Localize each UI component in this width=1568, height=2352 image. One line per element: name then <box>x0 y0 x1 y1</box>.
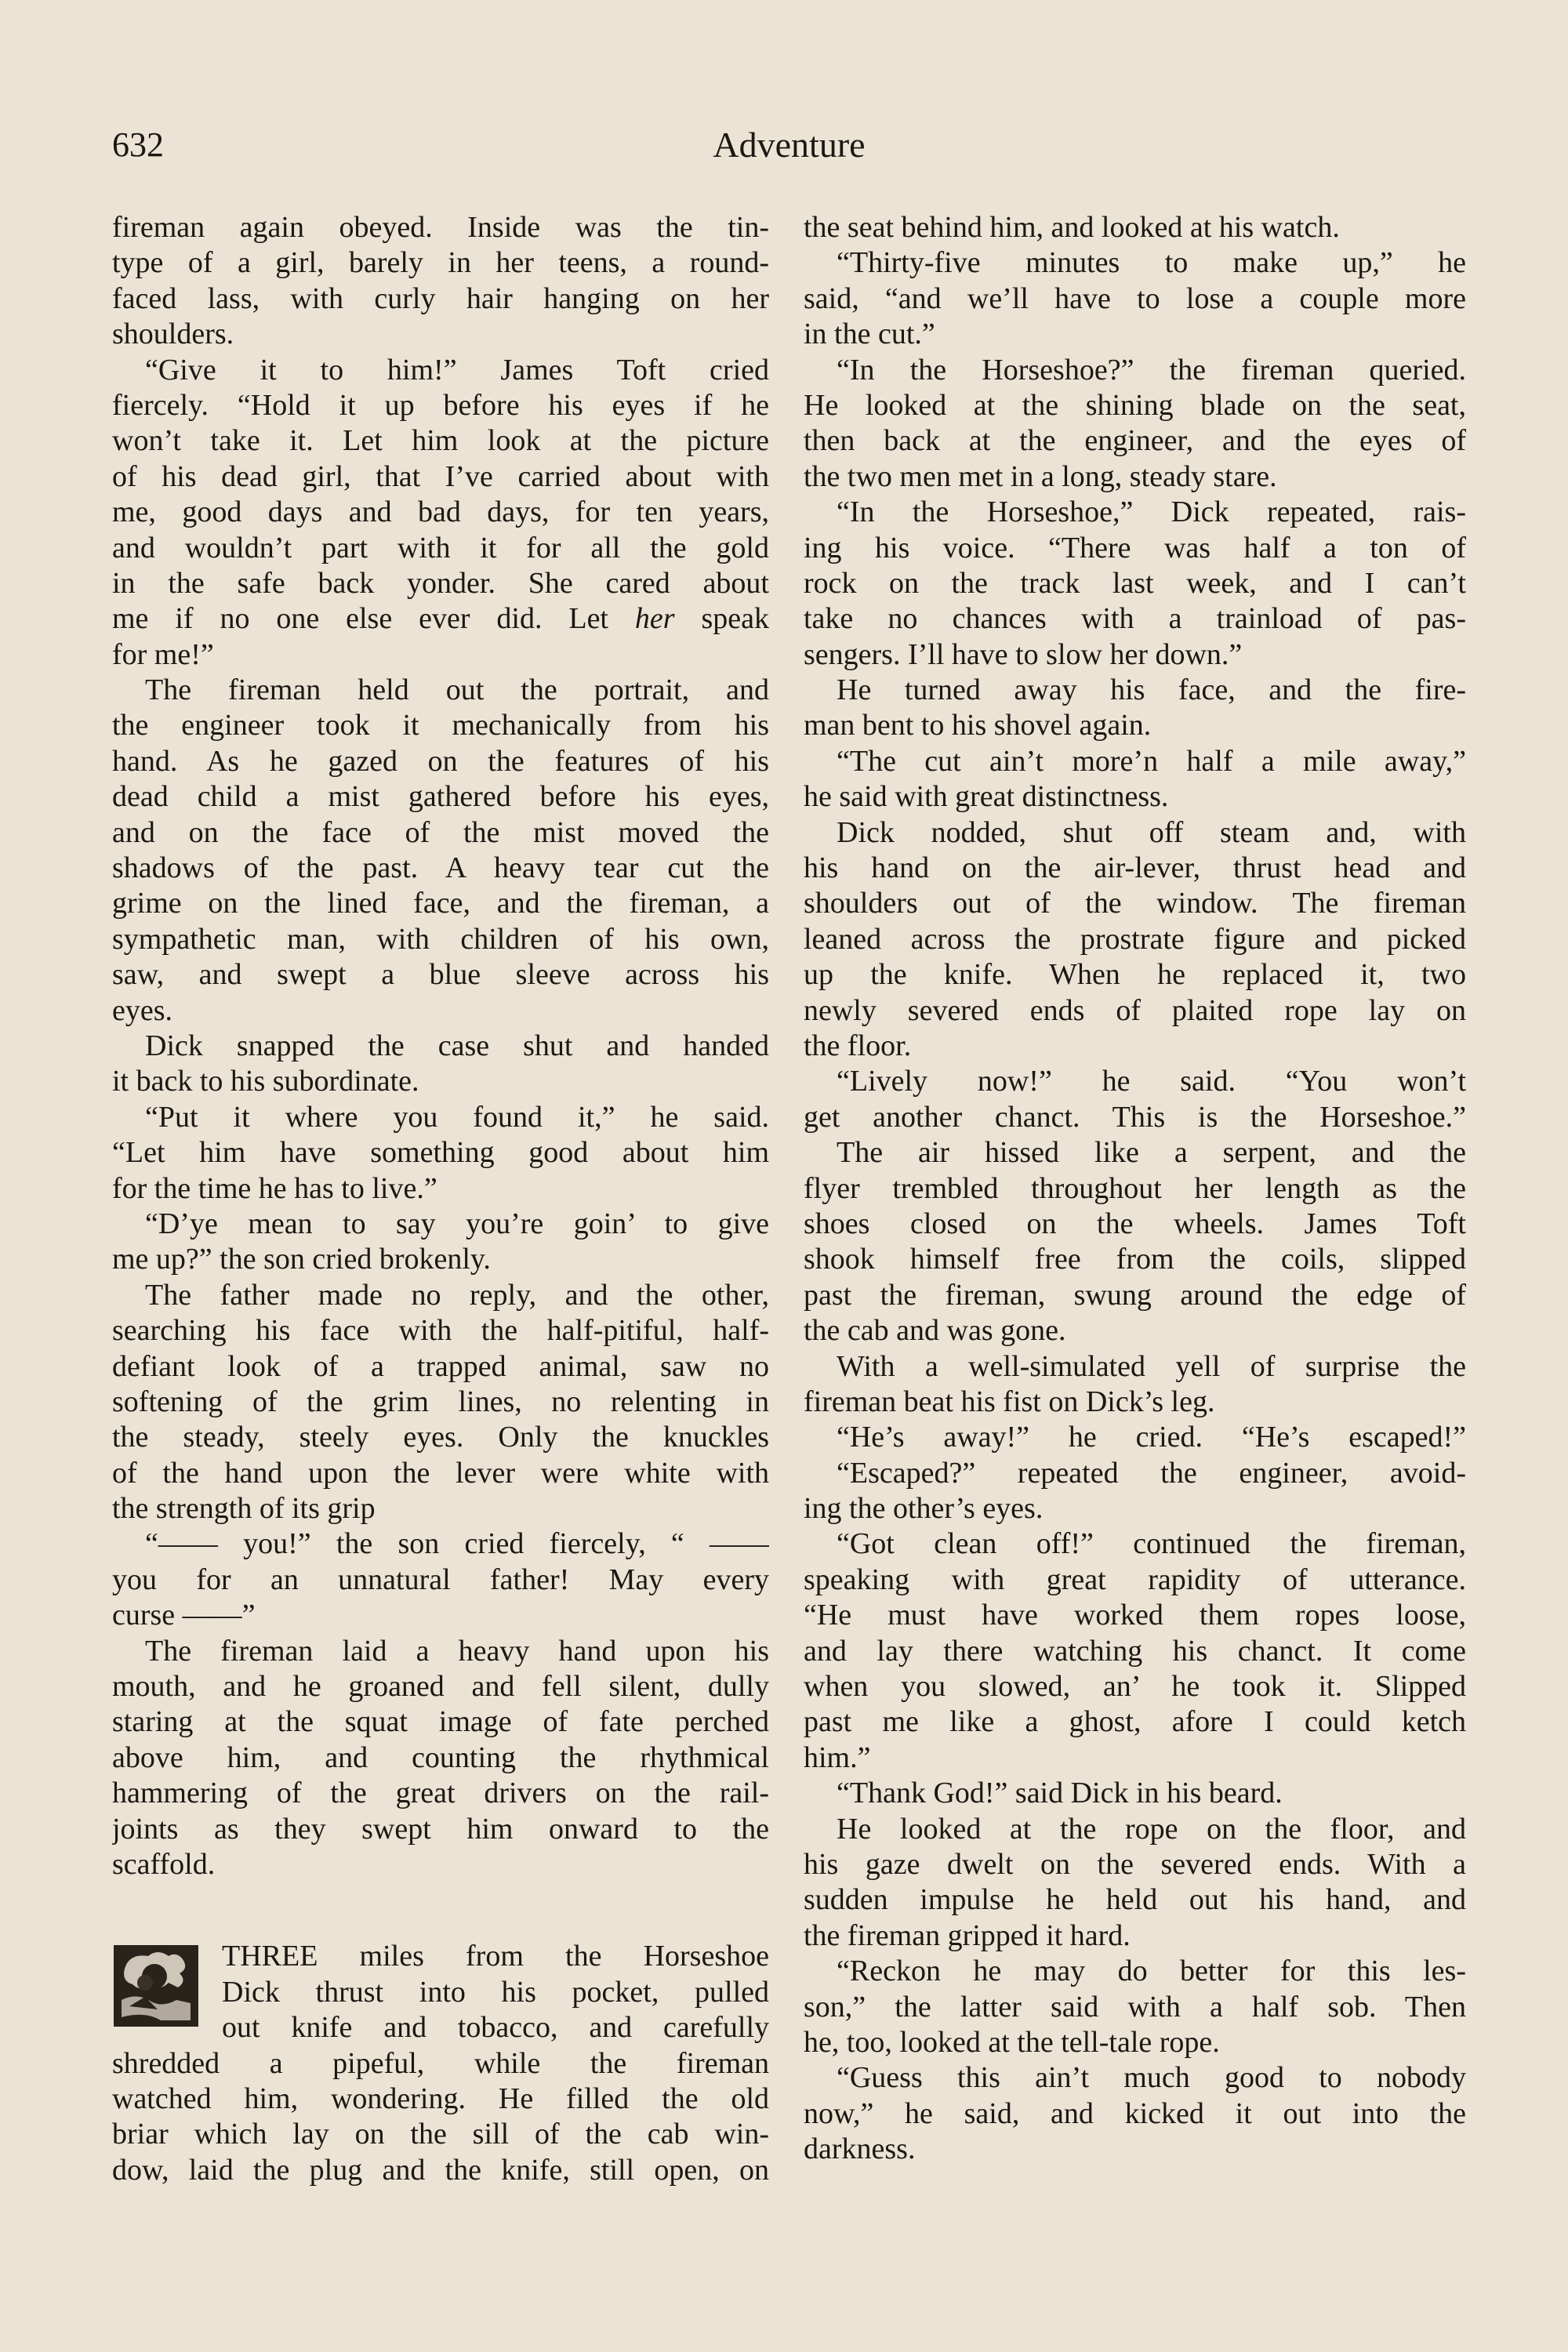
text-line: flyer trembled throughout her length as the <box>804 1171 1466 1205</box>
text-line: “Lively now!” he said. “You won’t <box>837 1065 1466 1098</box>
text-line: “He’s away!” he cried. “He’s escaped!” <box>837 1421 1466 1454</box>
text-line: he, too, looked at the tell-tale rope. <box>804 2025 1220 2059</box>
text-line: said, “and we’ll have to lose a couple more <box>804 281 1466 315</box>
text-line: me up?” the son cried brokenly. <box>112 1243 491 1276</box>
text-line: ing the other’s eyes. <box>804 1492 1044 1526</box>
text-line: now,” he said, and kicked it out into the <box>804 2096 1466 2130</box>
text-line: He turned away his face, and the fire- <box>837 673 1466 707</box>
text-line: “D’ye mean to say you’re goin’ to give <box>145 1207 769 1240</box>
section-text <box>112 1939 769 2188</box>
text-line: the steady, steely eyes. Only the knuckles <box>112 1421 769 1454</box>
text-line: Dick thrust into his pocket, pulled <box>222 1975 769 2009</box>
text-line: his gaze dwelt on the severed ends. With a <box>804 1847 1466 1881</box>
text-line: past the fireman, swung around the edge of <box>804 1278 1466 1312</box>
text-line: The air hissed like a serpent, and the <box>837 1136 1466 1170</box>
text-line: “The cut ain’t more’n half a mile away,” <box>837 744 1466 778</box>
text-line: “Thank God!” said Dick in his beard. <box>837 1777 1283 1810</box>
text-line: “In the Horseshoe,” Dick repeated, rais- <box>837 495 1466 529</box>
text-line: the seat behind him, and looked at his watch. <box>804 211 1340 244</box>
text-line: briar which lay on the sill of the cab win- <box>112 2118 769 2151</box>
text-line: ing his voice. “There was half a ton of <box>804 531 1466 564</box>
text-line: defiant look of a trapped animal, saw no <box>112 1349 769 1383</box>
text-line: sengers. I’ll have to slow her down.” <box>804 637 1243 671</box>
text-line: “—— you!” the son cried fiercely, “ —— <box>145 1527 769 1561</box>
text-line: dead child a mist gathered before his eyes, <box>112 780 769 814</box>
text-line: for the time he has to live.” <box>112 1171 437 1205</box>
text-line: Dick snapped the case shut and handed <box>145 1029 769 1062</box>
text-line: me, good days and bad days, for ten years, <box>112 495 769 529</box>
text-line: “Reckon he may do better for this les- <box>837 1955 1466 1988</box>
text-line: up the knife. When he replaced it, two <box>804 958 1466 992</box>
page-header <box>112 118 1466 172</box>
text-line: watched him, wondering. He filled the old <box>112 2082 769 2115</box>
text-line: his hand on the air-lever, thrust head and <box>804 851 1466 885</box>
section-opening <box>112 1939 769 2188</box>
text-line: shoulders out of the window. The fireman <box>804 887 1466 920</box>
text-line: mouth, and he groaned and fell silent, dully <box>112 1670 769 1704</box>
text-line: it back to his subordinate. <box>112 1065 419 1098</box>
page-number: 632 <box>112 125 164 164</box>
text-line: and lay there watching his chanct. It come <box>804 1634 1466 1668</box>
text-line: shook himself free from the coils, slipped <box>804 1243 1466 1276</box>
text-line: and wouldn’t part with it for all the gold <box>112 531 769 564</box>
text-line: the engineer took it mechanically from his <box>112 709 769 742</box>
text-line: shoes closed on the wheels. James Toft <box>804 1207 1466 1240</box>
text-line: saw, and swept a blue sleeve across his <box>112 958 769 992</box>
text-line: type of a girl, barely in her teens, a round- <box>112 246 769 280</box>
text-line: son,” the latter said with a half sob. Then <box>804 1990 1466 2024</box>
text-line: The father made no reply, and the other, <box>145 1278 769 1312</box>
text-line: out knife and tobacco, and carefully <box>222 2011 769 2045</box>
text-line: “Guess this ain’t much good to nobody <box>837 2061 1466 2095</box>
left-column <box>112 210 769 2188</box>
right-column-text <box>804 210 1466 2167</box>
text-line: leaned across the prostrate figure and picked <box>804 922 1466 956</box>
text-line: then back at the engineer, and the eyes of <box>804 424 1466 458</box>
text-line: the fireman gripped it hard. <box>804 1918 1131 1952</box>
text-line: shredded a pipeful, while the fireman <box>112 2046 769 2080</box>
text-line: speaking with great rapidity of utterance. <box>804 1563 1466 1596</box>
text-line: of the hand upon the lever were white with <box>112 1456 769 1490</box>
text-line: hammering of the great drivers on the rail- <box>112 1777 769 1810</box>
text-line: fireman again obeyed. Inside was the tin- <box>112 211 769 244</box>
text-line: and on the face of the mist moved the <box>112 815 769 849</box>
text-line: take no chances with a trainload of pas- <box>804 602 1466 636</box>
text-line: grime on the lined face, and the fireman, a <box>112 887 769 920</box>
text-line: when you slowed, an’ he took it. Slipped <box>804 1670 1466 1704</box>
section-break <box>112 1882 769 1939</box>
text-line: shadows of the past. A heavy tear cut the <box>112 851 769 885</box>
text-line: searching his face with the half-pitiful, half- <box>112 1314 769 1348</box>
text-line: of his dead girl, that I’ve carried about with <box>112 459 769 493</box>
text-line: faced lass, with curly hair hanging on her <box>112 281 769 315</box>
text-line: fiercely. “Hold it up before his eyes if he <box>112 388 769 422</box>
text-line: “He must have worked them ropes loose, <box>804 1599 1466 1632</box>
text-line: “Escaped?” repeated the engineer, avoid- <box>837 1456 1466 1490</box>
text-line: hand. As he gazed on the features of his <box>112 744 769 778</box>
text-line: the strength of its grip <box>112 1492 376 1526</box>
text-line: “Let him have something good about him <box>112 1136 769 1170</box>
text-line: “Put it where you found it,” he said. <box>145 1100 769 1134</box>
text-line: newly severed ends of plaited rope lay on <box>804 993 1466 1027</box>
text-line: “Give it to him!” James Toft cried <box>145 353 769 387</box>
text-line: fireman beat his fist on Dick’s leg. <box>804 1385 1215 1418</box>
text-line: The fireman held out the portrait, and <box>145 673 769 707</box>
text-line: get another chanct. This is the Horseshoe.” <box>804 1100 1466 1134</box>
text-line: you for an unnatural father! May every <box>112 1563 769 1596</box>
text-line: in the safe back yonder. She cared about <box>112 566 769 600</box>
text-line: man bent to his shovel again. <box>804 709 1152 742</box>
text-line: the cab and was gone. <box>804 1314 1066 1348</box>
running-title: Adventure <box>713 125 866 165</box>
text-line: in the cut.” <box>804 318 935 351</box>
text-line: “Thirty-five minutes to make up,” he <box>837 246 1466 280</box>
text-line: the floor. <box>804 1029 912 1062</box>
text-line: past me like a ghost, afore I could ketch <box>804 1705 1466 1739</box>
text-line: “In the Horseshoe?” the fireman queried. <box>837 353 1466 387</box>
text-line: joints as they swept him onward to the <box>112 1812 769 1846</box>
text-line: softening of the grim lines, no relenting in <box>112 1385 769 1418</box>
text-line: dow, laid the plug and the knife, still open, on <box>112 2153 769 2187</box>
text-line: him.” <box>804 1740 871 1774</box>
text-line: staring at the squat image of fate perched <box>112 1705 769 1739</box>
text-line: With a well-simulated yell of surprise the <box>837 1349 1466 1383</box>
text-line: scaffold. <box>112 1847 216 1881</box>
text-line: rock on the track last week, and I can’t <box>804 566 1466 600</box>
text-line: eyes. <box>112 993 173 1027</box>
text-line: sudden impulse he held out his hand, and <box>804 1883 1466 1917</box>
text-line: the two men met in a long, steady stare. <box>804 459 1277 493</box>
text-line: He looked at the shining blade on the seat, <box>804 388 1466 422</box>
text-line: shoulders. <box>112 318 234 351</box>
decorative-dropcap-ornament-icon <box>114 1945 198 2027</box>
text-line: THREE miles from the Horseshoe <box>222 1940 769 1973</box>
text-line: for me!” <box>112 637 214 671</box>
text-line: The fireman laid a heavy hand upon his <box>145 1634 769 1668</box>
text-line: sympathetic man, with children of his own, <box>112 922 769 956</box>
text-line: won’t take it. Let him look at the picture <box>112 424 769 458</box>
text-line: Dick nodded, shut off steam and, with <box>837 815 1466 849</box>
text-line: darkness. <box>804 2132 916 2166</box>
text-line: “Got clean off!” continued the fireman, <box>837 1527 1466 1561</box>
text-line: curse ——” <box>112 1599 256 1632</box>
text-line: me if no one else ever did. Let her speak <box>112 602 769 636</box>
text-line: above him, and counting the rhythmical <box>112 1740 769 1774</box>
text-line: he said with great distinctness. <box>804 780 1169 814</box>
left-column-text <box>112 210 769 1882</box>
text-line: He looked at the rope on the floor, and <box>837 1812 1466 1846</box>
right-column <box>804 210 1466 2167</box>
